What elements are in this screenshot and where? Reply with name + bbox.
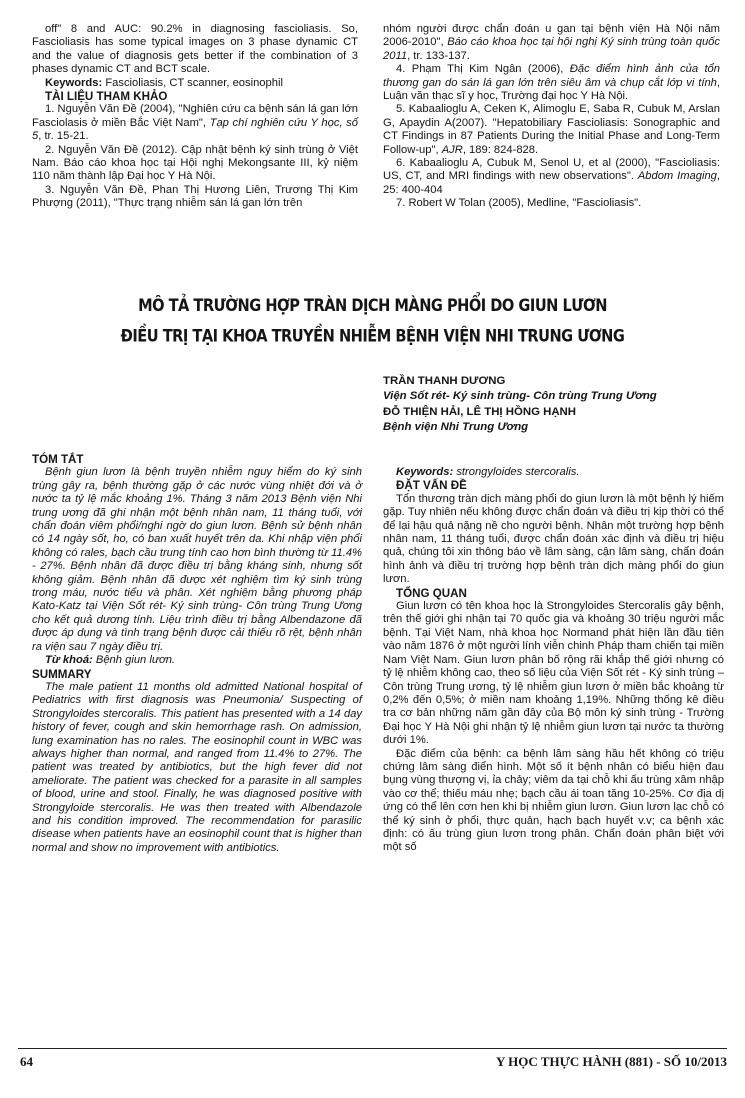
author-2: ĐỖ THIỆN HẢI, LÊ THỊ HỒNG HẠNH	[383, 405, 577, 418]
reference-5: 5. Kabaalioglu A, Ceken K, Alimoglu E, Saba R, Cubuk M, Arslan G, Apaydin A(2007). "Hepatobiliary Fascioliasis: Sonographic and CT Findings in 87 Patients During the Initial Phase and Long-Term Follow-up", AJR, 189: 824-828.	[383, 103, 720, 156]
intro-paragraph: Tổn thương tràn dịch màng phổi do giun lươn là một bệnh lý hiếm gặp. Tuy nhiên nếu không được chẩn đoán và điều trị kịp thời có thể để lại hậu quả nặng nề cho người bệnh. Nhân một trường hợp bệnh nhân nam, 11 tháng tuổi, được chẩn đoán xác định và điều trị hiệu quả, chúng tôi xin thông báo về lâm sàng, cận lâm sàng, chẩn đoán hình ảnh và điều trị trường hợp bệnh tràn dịch màng phổi do giun lươn.	[383, 492, 724, 586]
reference-7: 7. Robert W Tolan (2005), Medline, "Fascioliasis".	[396, 197, 642, 210]
affiliation-1: Viện Sốt rét- Ký sinh trùng- Côn trùng Trung Ương	[383, 390, 657, 403]
reference-2: 2. Nguyễn Văn Đề (2012). Cập nhật bệnh ký sinh trùng ở Việt Nam. Báo cáo khoa học tại Hội nghị Mekongsante III, kỷ niệm 110 năm thành lập Đại học Y Hà Nội.	[32, 143, 358, 183]
article-title-line-1: MÔ TẢ TRƯỜNG HỢP TRÀN DỊCH MÀNG PHỔI DO GIUN LƯƠN	[138, 295, 607, 316]
reference-3: 3. Nguyễn Văn Đề, Phan Thị Hương Liên, Trương Thị Kim Phượng (2011), "Thực trạng nhiễm sán lá gan lớn trên	[32, 183, 358, 210]
summary-heading: SUMMARY	[32, 667, 92, 681]
abstract-column	[32, 453, 362, 855]
footer-rule	[18, 1048, 727, 1049]
author-block	[383, 374, 728, 436]
summary-body: The male patient 11 months old admitted National hospital of Pediatrics with first diagnosis was Pneumonia/ Suspecting of Strongyloides stercoralis. This patient has presented with a 14 day history of fever, cough and skin hemorrhage rash. On admission, lung examination has no rales. The eosinophil count in WBC was always higher than normal, and ranged from 11.4% to 27%. The patient was treated by antibiotics, but the high fever did not ameliorate. The patient was checked for a parasite in all samples of blood, urine and stool. Finally, he was diagnosed positive with Strongyloide stercoralis. He was then treated with Albendazole and his condition improved. The recommendation for parasilic disease when patients have an eosinophil count that is higher than normal and show no improvement with antibiotics.	[32, 680, 362, 854]
overview-heading: TỔNG QUAN	[396, 586, 467, 600]
page-number: 64	[20, 1054, 33, 1069]
previous-article-right-column	[383, 23, 720, 211]
reference-3-cont: nhóm người được chẩn đoán u gan tại bệnh viện Hà Nội năm 2006-2010", Báo cáo khoa học tại hội nghị Ký sinh trùng toàn quốc 2011, tr. 133-137.	[383, 23, 720, 62]
previous-article-left-column	[32, 23, 358, 211]
affiliation-2: Bệnh viện Nhi Trung Ương	[383, 421, 529, 434]
reference-6: 6. Kabaalioglu A, Cubuk M, Senol U, et al (2000), "Fascioliasis: US, CT, and MRI findings with new observations". Abdom Imaging, 25: 400-404	[383, 157, 720, 196]
abstract-body: Bệnh giun lươn là bệnh truyền nhiễm nguy hiểm do ký sinh trùng gây ra, bệnh thường gặp ở các nước vùng nhiệt đới và ở nước ta tỷ lệ mắc khoảng 1%. Tháng 3 năm 2013 Bệnh viện Nhi trung ương đã ghi nhận một bệnh nhân nam, 11 tháng tuổi, với chẩn đoán viêm phổi/nghi ngờ do giun lươn. Bệnh sử bệnh nhân có 14 ngày sốt, ho, có ban xuất huyết trên da. Khi nhập viện phổi không có rales, bạch cầu trung tính cao hơn bình thường từ 11.4% - 27%. Bệnh nhân đã được điều trị bằng kháng sinh, nhưng sốt không giảm. Bệnh nhân đã được xét nghiệm tìm ký sinh trùng trong máu, nước tiểu và phân. Xét nghiệm bằng phương pháp Kato-Katz tại Viện Sốt rét- Ký sinh trùng- Côn trùng Trung Ương cho kết quả dương tính. Liệu trình điều trị bằng Albendazone đã được áp dụng và tình trạng bệnh được cải thiếu rõ rệt, bệnh nhân ra viện sau 7 ngày điều trị.	[32, 466, 362, 653]
overview-paragraph-1: Giun lươn có tên khoa học là Strongyloides Stercoralis gây bệnh, trên thế giới ghi nhận tại 70 quốc gia và khoảng 30 triệu người mắc bệnh. Tại Việt Nam, nhà khoa học Normand phát hiện lần đầu tiên vào năm 1876 ở một người lính viễn chinh Pháp tham chiến tại miền Nam Việt Nam. Giun lươn phân bố rộng rãi khắp thế giới nhưng có tỷ lệ nhiễm không cao, theo số liệu của Viện Sốt rét - Ký sinh trùng – Côn trùng Trung ương, tỷ lệ nhiễm giun lươn ở miền bắc khoảng từ 0,2% đến 0,5%; ở miền nam khoảng 1,19%. Những thống kê điều tra cơ bản những năm gần đây của Bộ môn ký sinh trùng - Trường Đại học Y Hà Nội ghi nhận tỷ lệ nhiễm giun lươn tại nước ta thường dưới 1%.	[383, 600, 724, 747]
abstract-heading: TÓM TẮT	[32, 453, 84, 466]
abstract-keywords: Từ khoá: Bệnh giun lươn.	[45, 654, 176, 667]
reference-1: 1. Nguyễn Văn Đề (2004), "Nghiên cứu ca bệnh sán lá gan lớn Fasciolasis ở miền Bắc Việt Nam", Tạp chí nghiên cứu Y học, số 5, tr. 15-21.	[32, 103, 358, 143]
body-column	[383, 466, 724, 855]
article-title	[20, 291, 725, 352]
author-1: TRẦN THANH DƯƠNG	[383, 375, 506, 387]
intro-heading: ĐẶT VẤN ĐỀ	[396, 479, 467, 493]
prev-keywords: Keywords: Fascioliasis, CT scanner, eosinophil	[45, 76, 283, 89]
article-keywords: Keywords: strongyloides stercoralis.	[396, 466, 580, 478]
article-title-line-2: ĐIỀU TRỊ TẠI KHOA TRUYỀN NHIỄM BỆNH VIỆN NHI TRUNG ƯƠNG	[120, 326, 625, 347]
references-heading: TÀI LIỆU THAM KHẢO	[45, 90, 168, 104]
summary-tail: off" 8 and AUC: 90.2% in diagnosing fascioliasis. So, Fascioliasis has some typical images on 3 phase dynamic CT and the value of diagnosis gets better if the combination of 3 phases dynamic CT and BCT scale.	[32, 23, 358, 76]
journal-issue: Y HỌC THỰC HÀNH (881) - SỐ 10/2013	[496, 1054, 727, 1069]
overview-paragraph-2: Đặc điểm của bệnh: ca bệnh lâm sàng hầu hết không có triệu chứng lâm sàng điển hình. Một số ít bệnh nhân có biểu hiện đau bụng vùng thượng vị, ỉa chảy; viêm da tại chỗ khi ấu trùng xâm nhập vào cơ thể; thiếu máu nhẹ; bạch cầu ái toan tăng 10-25%. Cơ địa dị ứng có thể lên cơn hen khi bị nhiễm giun lươn. Giun lươn lạc chỗ có thể ký sinh ở phổi, thực quản, hạch bạch huyết v.v; ca bệnh xác định: có ấu trùng giun lươn trong phân. Chẩn đoán phân biệt với một số	[383, 747, 724, 854]
reference-4: 4. Phạm Thị Kim Ngân (2006), Đặc điểm hình ảnh của tổn thương gan do sán lá gan lớn trên siêu âm và chụp cắt lớp vi tính, Luận văn thạc sĩ y học, Trường đại học Y Hà Nội.	[383, 63, 720, 103]
